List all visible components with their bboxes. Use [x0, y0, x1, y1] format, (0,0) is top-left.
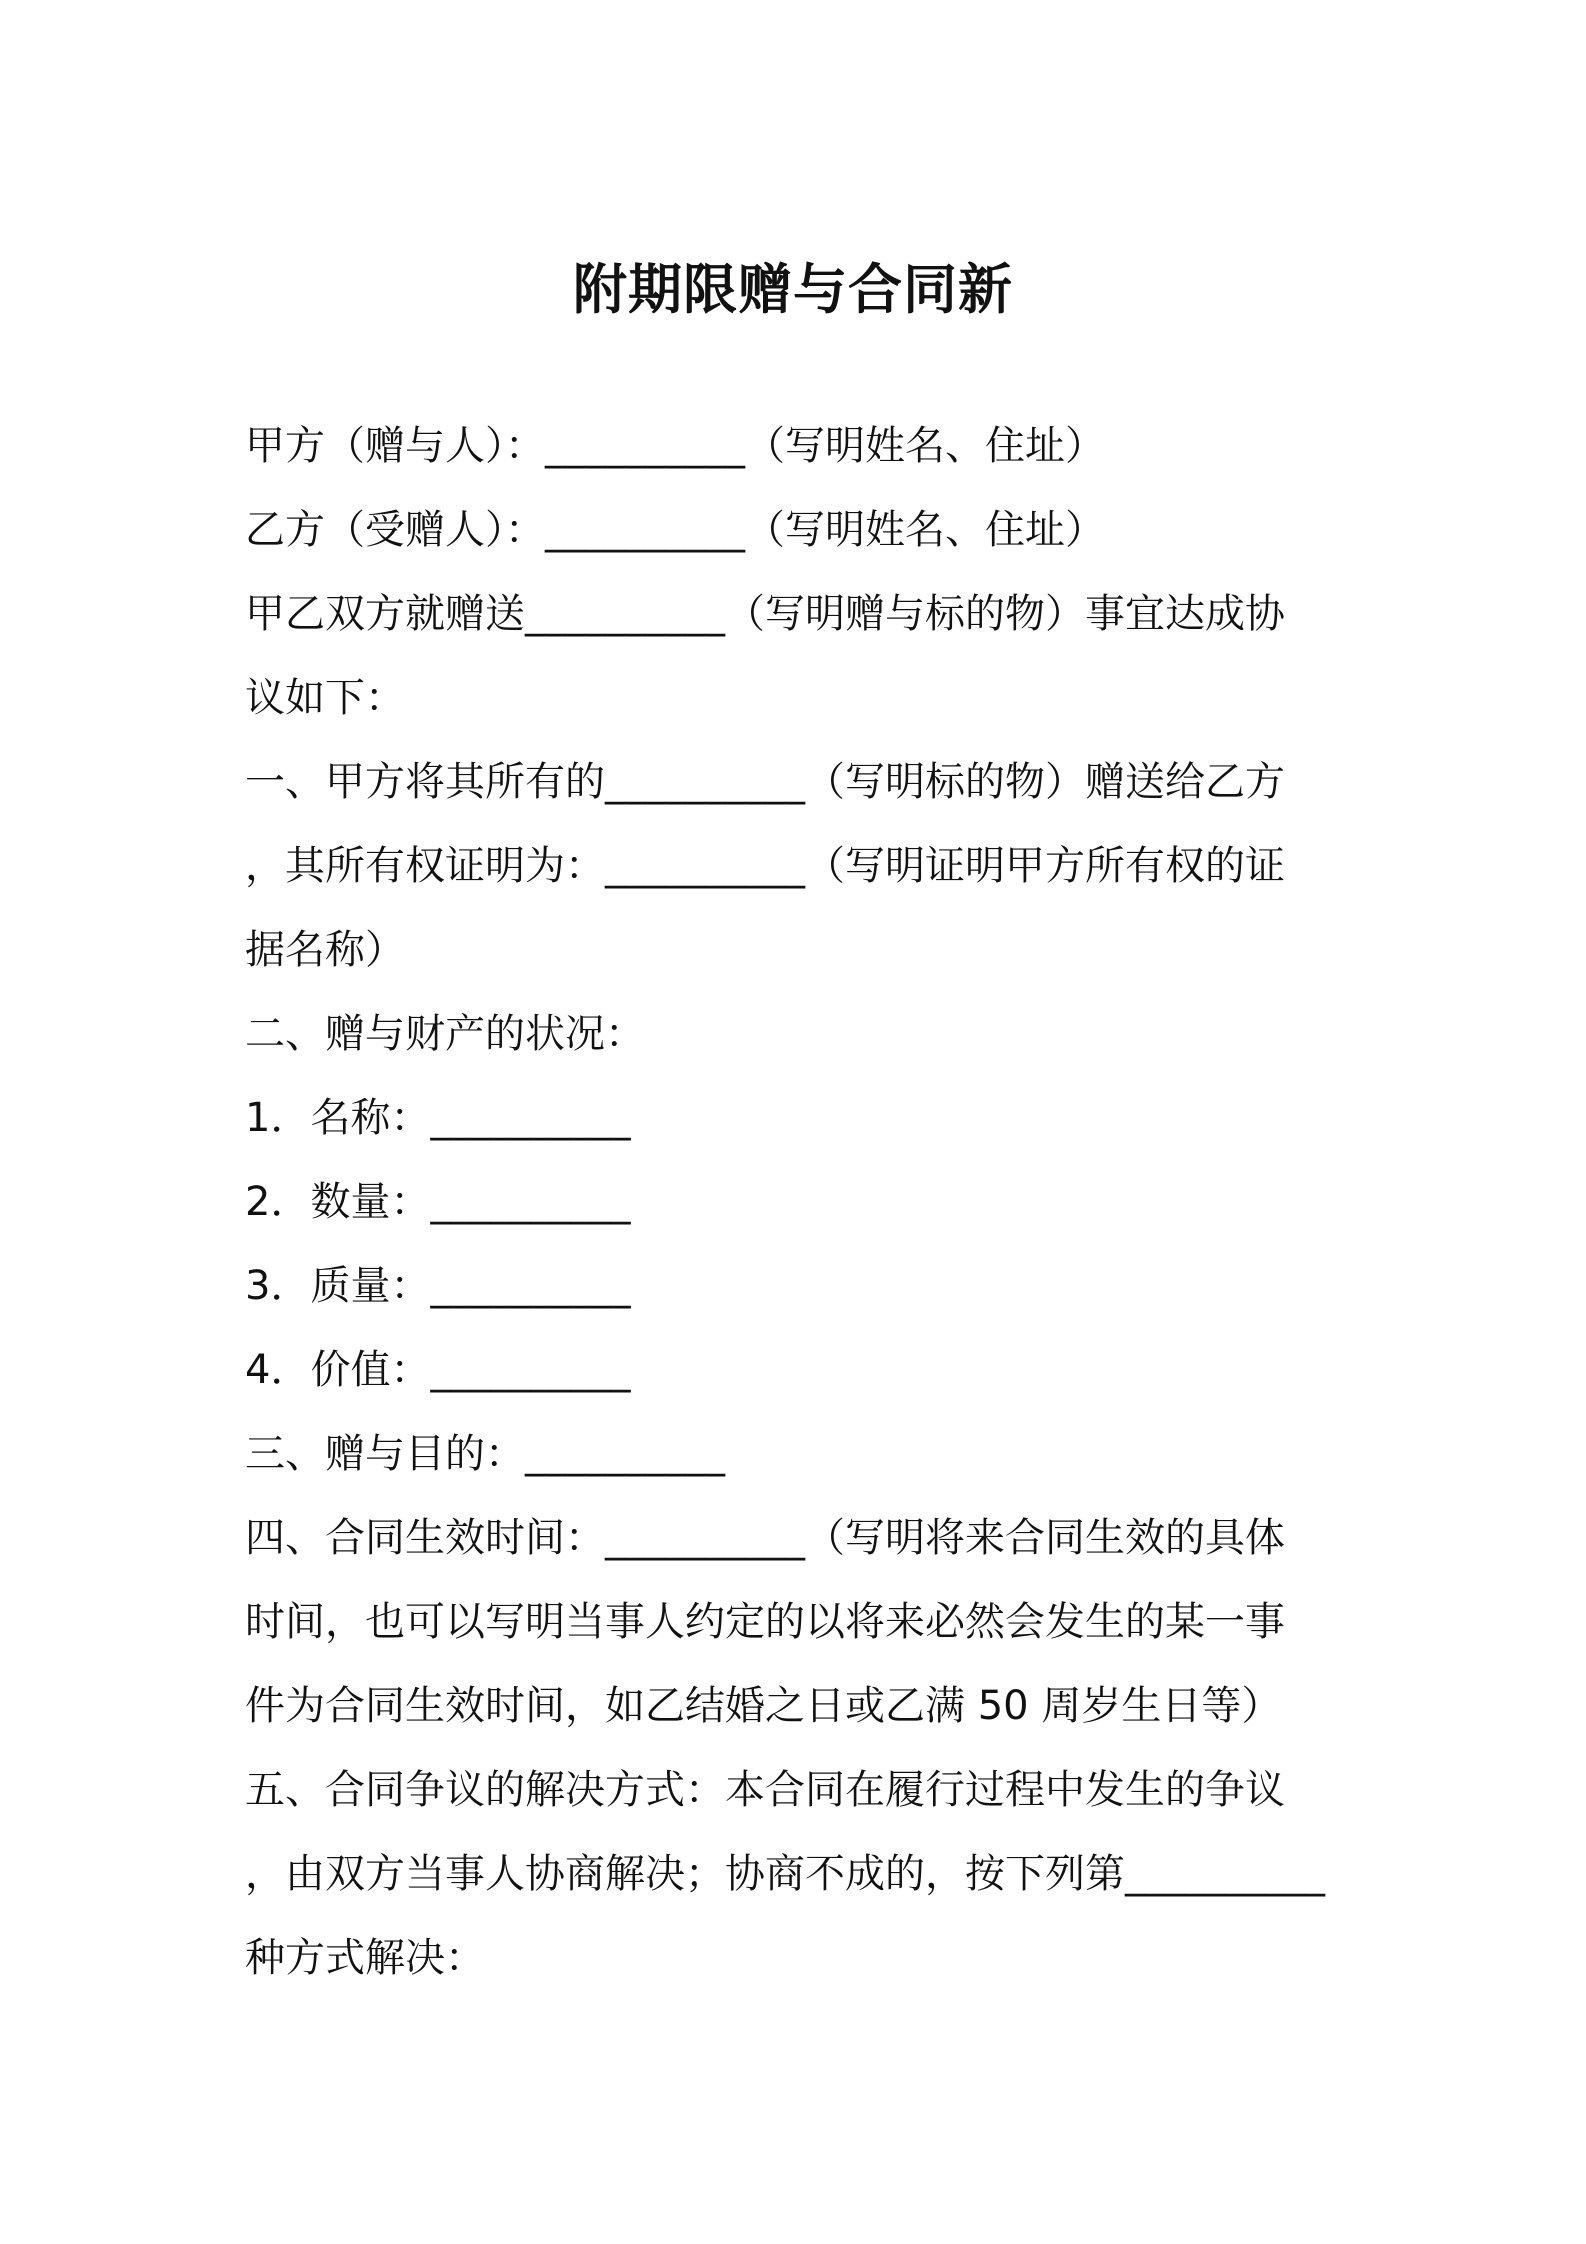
clause-4-line-end: 件为合同生效时间，如乙结婚之日或乙满 50 周岁生日等）	[245, 1683, 1282, 1729]
party-b-line: 乙方（受赠人）：__________（写明姓名、住址）	[245, 507, 1105, 553]
agreement-intro-line: 甲乙双方就赠送__________（写明赠与标的物）事宜达成协	[245, 591, 1285, 637]
clause-5-line-cont: ，由双方当事人协商解决；协商不成的，按下列第__________	[245, 1851, 1325, 1897]
document-title: 附期限赠与合同新	[573, 258, 1013, 321]
clause-5-line-end: 种方式解决：	[245, 1935, 485, 1981]
clause-3-line: 三、赠与目的：__________	[245, 1431, 725, 1477]
agreement-intro-line-cont: 议如下：	[245, 675, 405, 721]
property-name-line: 1．名称：__________	[245, 1095, 631, 1141]
property-quality-line: 3．质量：__________	[245, 1263, 631, 1309]
clause-1-line-cont: ，其所有权证明为：__________（写明证明甲方所有权的证	[245, 843, 1285, 889]
party-a-line: 甲方（赠与人）：__________（写明姓名、住址）	[245, 423, 1105, 469]
clause-2-heading: 二、赠与财产的状况：	[245, 1011, 645, 1057]
clause-5-line: 五、合同争议的解决方式：本合同在履行过程中发生的争议	[245, 1767, 1285, 1813]
clause-4-line: 四、合同生效时间：__________（写明将来合同生效的具体	[245, 1515, 1285, 1561]
document-body	[245, 404, 1355, 2000]
property-value-line: 4．价值：__________	[245, 1347, 631, 1393]
clause-1-line-end: 据名称）	[245, 927, 405, 973]
clause-1-line: 一、甲方将其所有的__________（写明标的物）赠送给乙方	[245, 759, 1285, 805]
clause-4-line-cont: 时间，也可以写明当事人约定的以将来必然会发生的某一事	[245, 1599, 1285, 1645]
property-quantity-line: 2．数量：__________	[245, 1179, 631, 1225]
